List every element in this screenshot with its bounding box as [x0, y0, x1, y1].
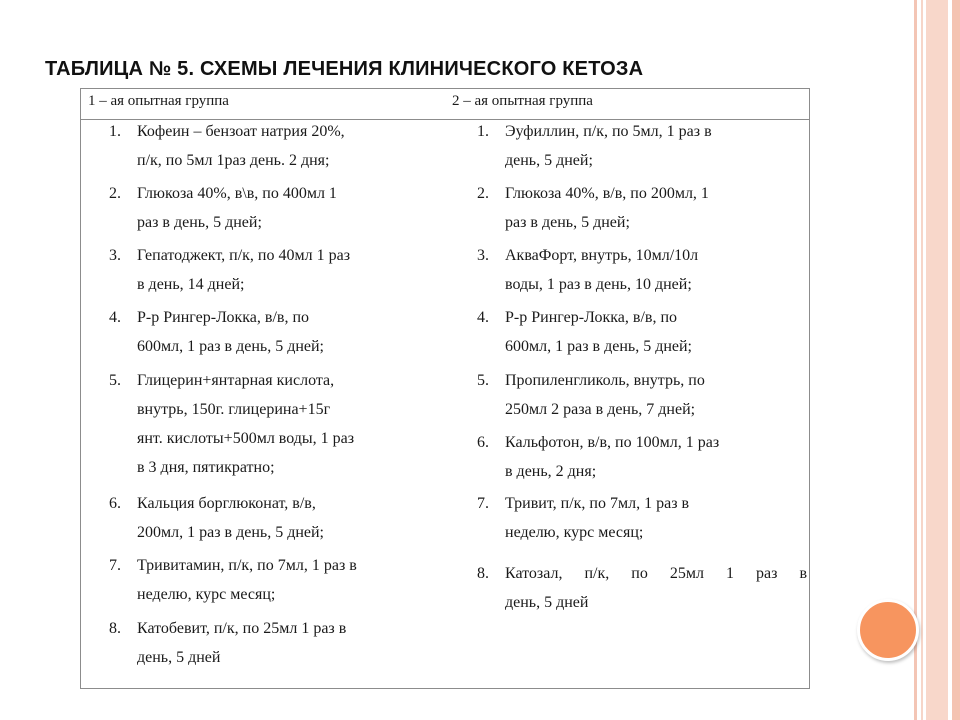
item-text: [137, 551, 453, 609]
list-item: [477, 428, 807, 486]
item-number: 3.: [477, 247, 489, 264]
item-number: 5.: [109, 372, 121, 389]
item-text: [137, 303, 453, 361]
item-line: п/к, по 5мл 1раз день. 2 дня;: [137, 152, 330, 169]
item-line: Кофеин – бензоат натрия 20%,: [137, 123, 345, 140]
item-line: неделю, курс месяц;: [137, 586, 276, 603]
list-item: [109, 366, 453, 482]
item-line: 200мл, 1 раз в день, 5 дней;: [137, 524, 324, 541]
item-number: 8.: [477, 565, 489, 582]
header-group-1: 1 – ая опытная группа: [88, 93, 229, 109]
item-line: Тривитамин, п/к, по 7мл, 1 раз в: [137, 557, 357, 574]
item-text: [505, 117, 807, 175]
item-number: 6.: [477, 434, 489, 451]
item-line: Кальция борглюконат, в/в,: [137, 495, 316, 512]
item-number: 8.: [109, 620, 121, 637]
list-item: [477, 179, 807, 237]
item-text: [137, 366, 453, 482]
item-line: день, 5 дней;: [505, 152, 593, 169]
item-number: 4.: [477, 309, 489, 326]
list-item: [109, 614, 453, 672]
item-line: Кальфотон, в/в, по 100мл, 1 раз: [505, 434, 720, 451]
list-item: [477, 366, 807, 424]
item-line: раз в день, 5 дней;: [137, 214, 262, 231]
item-line: Пропиленгликоль, внутрь, по: [505, 372, 705, 389]
item-line: в 3 дня, пятикратно;: [137, 459, 275, 476]
list-item: [477, 303, 807, 361]
item-text: [505, 179, 807, 237]
list-item: [477, 117, 807, 175]
list-item: [109, 179, 453, 237]
decorative-circle: [857, 599, 919, 661]
item-text: [137, 117, 453, 175]
item-text: [137, 489, 453, 547]
item-line: Тривит, п/к, по 7мл, 1 раз в: [505, 495, 690, 512]
item-text: [505, 559, 807, 617]
item-number: 1.: [477, 123, 489, 140]
item-line: янт. кислоты+500мл воды, 1 раз: [137, 430, 355, 447]
list-item: [477, 489, 807, 547]
item-number: 7.: [477, 495, 489, 512]
item-text: [137, 614, 453, 672]
list-item: [109, 303, 453, 361]
table-header-row: [81, 89, 809, 120]
item-line: 600мл, 1 раз в день, 5 дней;: [505, 338, 692, 355]
item-text: [505, 303, 807, 361]
item-line: внутрь, 150г. глицерина+15г: [137, 401, 331, 418]
item-line: Р-р Рингер-Локка, в/в, по: [137, 309, 310, 326]
item-text: [505, 366, 807, 424]
decorative-stripes: [914, 0, 960, 720]
item-number: 2.: [109, 185, 121, 202]
item-line: Р-р Рингер-Локка, в/в, по: [505, 309, 678, 326]
item-number: 2.: [477, 185, 489, 202]
stripe: [952, 0, 960, 720]
item-number: 3.: [109, 247, 121, 264]
item-number: 5.: [477, 372, 489, 389]
item-text: [137, 179, 453, 237]
item-line: день, 5 дней: [137, 649, 221, 666]
item-line: Глюкоза 40%, в/в, по 200мл, 1: [505, 185, 709, 202]
item-line: Глицерин+янтарная кислота,: [137, 372, 335, 389]
item-line: воды, 1 раз в день, 10 дней;: [505, 276, 692, 293]
stripe: [921, 0, 923, 720]
item-line: АкваФорт, внутрь, 10мл/10л: [505, 247, 699, 264]
item-line: Гепатоджект, п/к, по 40мл 1 раз: [137, 247, 351, 264]
item-line: Эуфиллин, п/к, по 5мл, 1 раз в: [505, 123, 712, 140]
stripe: [914, 0, 917, 720]
item-line: в день, 2 дня;: [505, 463, 597, 480]
item-line: раз в день, 5 дней;: [505, 214, 630, 231]
header-group-2: 2 – ая опытная группа: [452, 93, 593, 109]
item-text: [505, 489, 807, 547]
item-text: [137, 241, 453, 299]
item-line: неделю, курс месяц;: [505, 524, 644, 541]
list-item: [109, 241, 453, 299]
item-line: Глюкоза 40%, в\в, по 400мл 1: [137, 185, 337, 202]
list-item: [477, 241, 807, 299]
item-line: Катозал, п/к, по 25мл 1 раз в: [505, 565, 807, 582]
treatment-table: [80, 88, 810, 689]
item-line: Катобевит, п/к, по 25мл 1 раз в: [137, 620, 347, 637]
item-number: 1.: [109, 123, 121, 140]
list-item: [109, 117, 453, 175]
item-text: [505, 428, 807, 486]
item-number: 6.: [109, 495, 121, 512]
item-number: 4.: [109, 309, 121, 326]
item-line: в день, 14 дней;: [137, 276, 245, 293]
slide-title: ТАБЛИЦА № 5. СХЕМЫ ЛЕЧЕНИЯ КЛИНИЧЕСКОГО КЕТОЗА: [45, 58, 644, 80]
item-text: [505, 241, 807, 299]
item-number: 7.: [109, 557, 121, 574]
item-line: день, 5 дней: [505, 594, 589, 611]
list-item: [109, 489, 453, 547]
list-item: [109, 551, 453, 609]
list-item: [477, 559, 807, 617]
stripe: [926, 0, 948, 720]
item-line: 600мл, 1 раз в день, 5 дней;: [137, 338, 324, 355]
item-line: 250мл 2 раза в день, 7 дней;: [505, 401, 696, 418]
